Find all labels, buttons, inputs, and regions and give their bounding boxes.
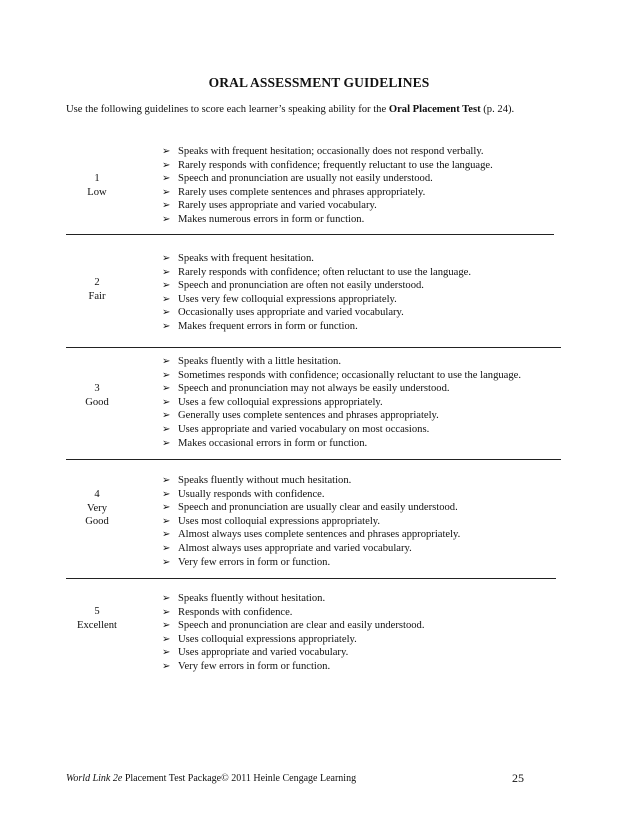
list-item: ➢ Almost always uses appropriate and varied vocabulary.: [162, 542, 412, 554]
arrowhead-bullet-icon: ➢: [162, 293, 171, 305]
arrowhead-bullet-icon: ➢: [162, 146, 171, 157]
list-item: ➢ Rarely responds with confidence; frequently reluctant to use the language.: [162, 159, 493, 171]
list-item: ➢ Makes numerous errors in form or function.: [162, 213, 365, 225]
arrowhead-bullet-icon: ➢: [162, 159, 171, 171]
list-item: ➢ Responds with confidence.: [162, 606, 293, 618]
level-name: Very: [86, 502, 107, 514]
level-label: [66, 172, 128, 199]
arrowhead-bullet-icon: ➢: [162, 369, 171, 381]
list-item: ➢ Generally uses complete sentences and phrases appropriately.: [162, 410, 439, 422]
level-number: 5: [94, 606, 100, 617]
level-number: 2: [94, 277, 100, 288]
criteria-list: [162, 252, 471, 334]
arrowhead-bullet-icon: ➢: [162, 396, 171, 408]
criteria-list: [162, 145, 493, 227]
list-item: ➢ Makes occasional errors in form or function.: [162, 437, 368, 449]
level-number: 3: [94, 383, 100, 394]
list-item: ➢ Uses very few colloquial expressions appropriately.: [162, 293, 397, 305]
arrowhead-bullet-icon: ➢: [162, 556, 171, 568]
level-label: [66, 276, 128, 303]
list-item: ➢ Occasionally uses appropriate and varied vocabulary.: [162, 307, 404, 319]
list-item: ➢ Speaks fluently without much hesitation.: [162, 475, 352, 486]
criteria-list: [162, 355, 521, 450]
footer-copyright: Placement Test Package© 2011 Heinle Cengage Learning: [122, 773, 357, 784]
arrowhead-bullet-icon: ➢: [162, 266, 171, 278]
arrowhead-bullet-icon: ➢: [162, 173, 171, 185]
arrowhead-bullet-icon: ➢: [162, 320, 171, 332]
arrowhead-bullet-icon: ➢: [162, 502, 171, 514]
arrowhead-bullet-icon: ➢: [162, 593, 171, 604]
list-item: ➢ Uses a few colloquial expressions appropriately.: [162, 396, 383, 408]
list-item: ➢ Speech and pronunciation are usually not easily understood.: [162, 173, 433, 185]
intro-test-name: Oral Placement Test: [388, 104, 481, 115]
arrowhead-bullet-icon: ➢: [162, 280, 171, 292]
arrowhead-bullet-icon: ➢: [162, 383, 171, 395]
list-item: ➢ Uses appropriate and varied vocabulary on most occasions.: [162, 423, 430, 435]
level-name: Excellent: [76, 619, 117, 631]
list-item: ➢ Speaks fluently without hesitation.: [162, 593, 326, 604]
list-item: ➢ Uses colloquial expressions appropriately.: [162, 633, 357, 645]
list-item: ➢ Speaks with frequent hesitation; occasionally does not respond verbally.: [162, 146, 484, 157]
intro-suffix: (p. 24).: [480, 104, 515, 115]
level-name: Fair: [88, 290, 106, 302]
level-label: [66, 605, 128, 632]
list-item: ➢ Rarely responds with confidence; often reluctant to use the language.: [162, 266, 471, 278]
footer-book-title: World Link 2e: [66, 773, 123, 784]
list-item: ➢ Speech and pronunciation may not always be easily understood.: [162, 383, 450, 395]
level-number: 1: [94, 173, 100, 184]
list-item: ➢ Makes frequent errors in form or function.: [162, 320, 358, 332]
list-item: ➢ Speech and pronunciation are clear and easily understood.: [162, 620, 425, 632]
arrowhead-bullet-icon: ➢: [162, 542, 171, 554]
list-item: ➢ Sometimes responds with confidence; occasionally reluctant to use the language.: [162, 369, 522, 381]
level-name: Good: [85, 396, 109, 408]
page-number: 25: [512, 771, 524, 785]
list-item: ➢ Rarely uses complete sentences and phrases appropriately.: [162, 186, 426, 198]
page-title: ORAL ASSESSMENT GUIDELINES: [208, 75, 430, 90]
footer-credit: [66, 773, 526, 784]
arrowhead-bullet-icon: ➢: [162, 633, 171, 645]
arrowhead-bullet-icon: ➢: [162, 660, 171, 672]
intro-paragraph: [66, 104, 626, 115]
level-name-continued: Good: [85, 516, 109, 528]
list-item: ➢ Uses most colloquial expressions appropriately.: [162, 515, 381, 527]
arrowhead-bullet-icon: ➢: [162, 186, 171, 198]
divider: [66, 234, 554, 235]
level-number: 4: [94, 489, 100, 500]
arrowhead-bullet-icon: ➢: [162, 253, 171, 264]
arrowhead-bullet-icon: ➢: [162, 307, 171, 319]
divider: [66, 578, 556, 579]
arrowhead-bullet-icon: ➢: [162, 529, 171, 541]
level-label: [66, 382, 128, 409]
arrowhead-bullet-icon: ➢: [162, 410, 171, 422]
list-item: ➢ Almost always uses complete sentences and phrases appropriately.: [162, 529, 461, 541]
list-item: ➢ Speaks with frequent hesitation.: [162, 253, 314, 264]
list-item: ➢ Usually responds with confidence.: [162, 488, 325, 500]
divider: [66, 459, 561, 460]
list-item: ➢ Speaks fluently with a little hesitation.: [162, 356, 341, 367]
intro-prefix: Use the following guidelines to score each learner’s speaking ability for the: [66, 104, 389, 115]
arrowhead-bullet-icon: ➢: [162, 647, 171, 659]
list-item: ➢ Uses appropriate and varied vocabulary.: [162, 647, 349, 659]
level-label: [66, 488, 128, 529]
list-item: ➢ Speech and pronunciation are usually clear and easily understood.: [162, 502, 458, 514]
level-name: Low: [87, 186, 107, 198]
list-item: ➢ Speech and pronunciation are often not easily understood.: [162, 280, 424, 292]
criteria-list: [162, 474, 460, 569]
list-item: ➢ Very few errors in form or function.: [162, 556, 331, 568]
arrowhead-bullet-icon: ➢: [162, 515, 171, 527]
criteria-list: [162, 592, 425, 674]
arrowhead-bullet-icon: ➢: [162, 423, 171, 435]
arrowhead-bullet-icon: ➢: [162, 488, 171, 500]
arrowhead-bullet-icon: ➢: [162, 475, 171, 486]
arrowhead-bullet-icon: ➢: [162, 620, 171, 632]
list-item: ➢ Very few errors in form or function.: [162, 660, 331, 672]
arrowhead-bullet-icon: ➢: [162, 356, 171, 367]
arrowhead-bullet-icon: ➢: [162, 606, 171, 618]
divider: [66, 347, 561, 348]
arrowhead-bullet-icon: ➢: [162, 213, 171, 225]
arrowhead-bullet-icon: ➢: [162, 200, 171, 212]
list-item: ➢ Rarely uses appropriate and varied vocabulary.: [162, 200, 377, 212]
arrowhead-bullet-icon: ➢: [162, 437, 171, 449]
